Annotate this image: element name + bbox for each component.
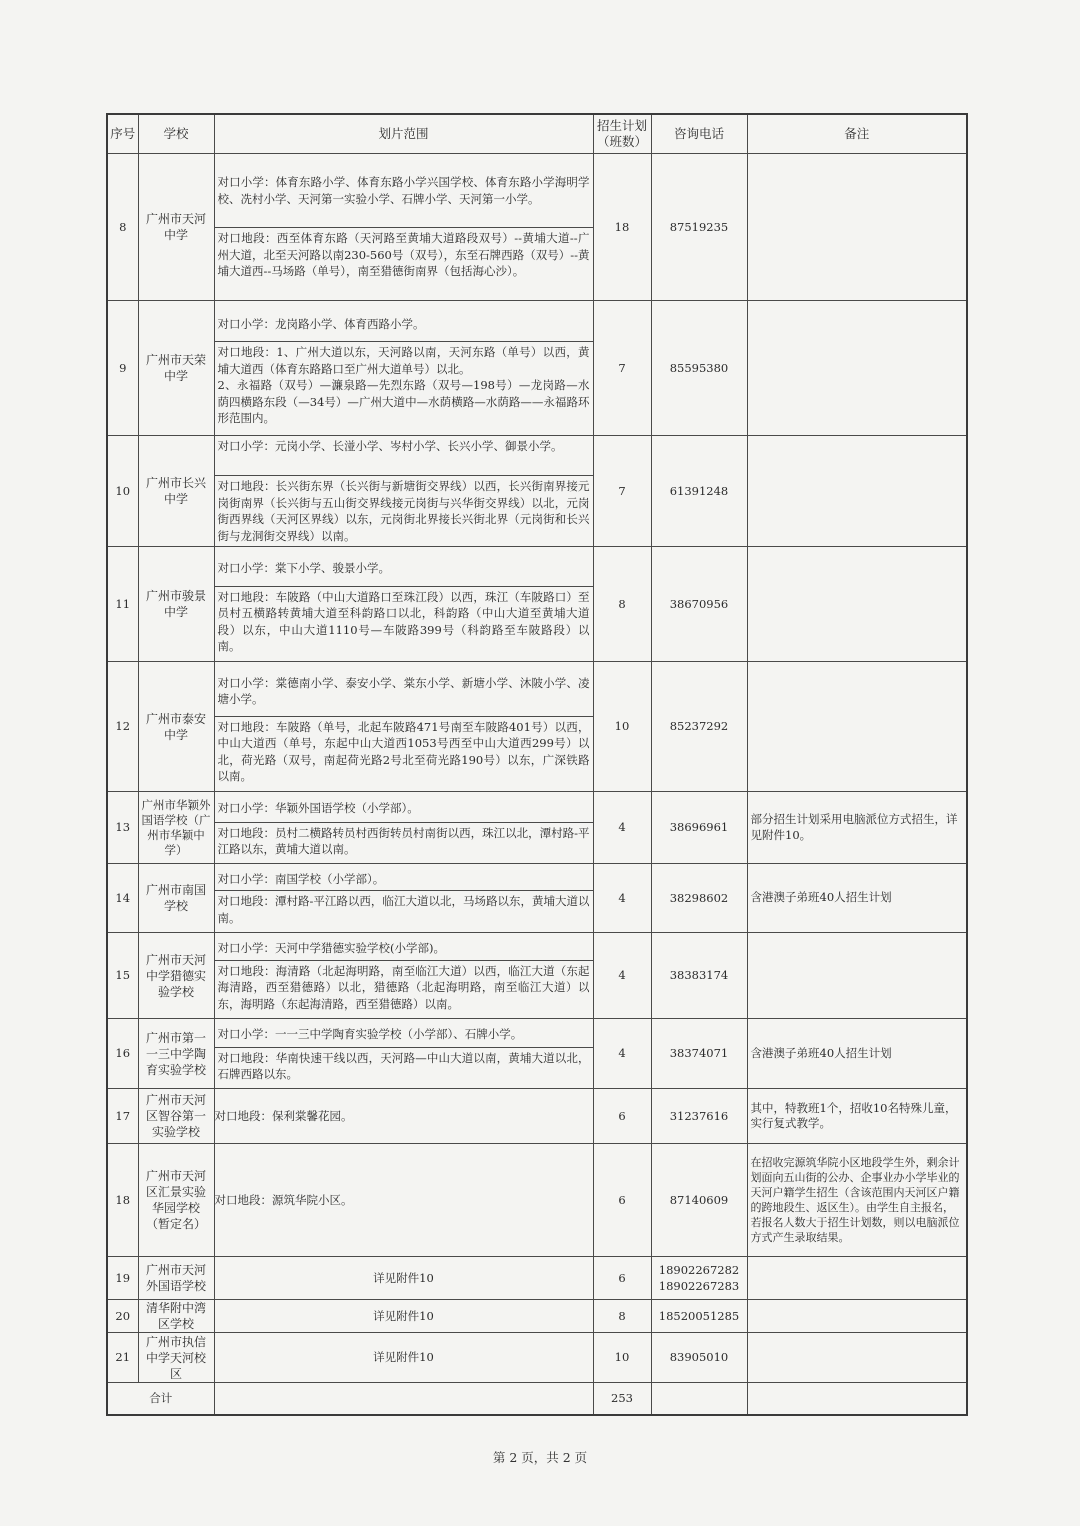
row-note: 含港澳子弟班40人招生计划 [747, 1019, 967, 1089]
row-phone: 38383174 [651, 933, 747, 1019]
total-note-empty [747, 1383, 967, 1415]
row-plan: 10 [593, 662, 651, 792]
scope-district: 对口地段：员村二横路转员村西街转员村南街以西，珠江以北，潭村路-平江路以东，黄埔大道以南。 [217, 825, 590, 856]
row-note: 部分招生计划采用电脑派位方式招生，详见附件10。 [747, 792, 967, 864]
row-plan: 6 [593, 1257, 651, 1300]
row-school: 广州市南国学校 [138, 864, 214, 933]
row-plan: 4 [593, 1019, 651, 1089]
row-school: 广州市天河外国语学校 [138, 1257, 214, 1300]
scope-district: 对口地段：华南快速干线以西，天河路—中山大道以南，黄埔大道以北，石牌西路以东。 [217, 1050, 590, 1081]
scope-primary: 对口小学：龙岗路小学、体育西路小学。 [215, 307, 593, 342]
row-plan: 6 [593, 1089, 651, 1144]
row-phone: 18520051285 [651, 1300, 747, 1333]
row-no: 8 [107, 154, 138, 301]
table-row [107, 1019, 967, 1089]
row-phone: 83905010 [651, 1333, 747, 1383]
page-footer: 第 2 页，共 2 页 [492, 1450, 588, 1465]
table-row [107, 436, 967, 547]
scope-primary: 对口小学：天河中学猎德实验学校(小学部)。 [215, 937, 593, 961]
scope-district: 对口地段：西至体育东路（天河路至黄埔大道路段双号）--黄埔大道--广州大道，北至天河路以南230-560号（双号），东至石牌西路（双号）--黄埔大道西--马场路（单号），南至猎德街南界（包括海心沙）。 [217, 231, 590, 279]
row-plan: 18 [593, 154, 651, 301]
phone-line-1: 18902267282 [658, 1262, 740, 1277]
row-plan: 7 [593, 301, 651, 436]
row-scope: 详见附件10 [214, 1257, 593, 1300]
row-scope: 对口地段：保利棠馨花园。 [214, 1089, 593, 1144]
total-label: 合计 [107, 1383, 214, 1415]
scope-district: 对口地段：车陂路（中山大道路口至珠江段）以西，珠江（车陂路口）至员村五横路转黄埔大道至科韵路口以北，科韵路（中山大道至黄埔大道段）以东，中山大道1110号—车陂路399号（科韵路至车陂路段）以南。 [217, 589, 590, 653]
enrollment-table [106, 113, 968, 1416]
row-plan: 10 [593, 1333, 651, 1383]
row-scope [214, 154, 593, 301]
row-note [747, 662, 967, 792]
header-phone: 咨询电话 [651, 114, 747, 154]
total-phone-empty [651, 1383, 747, 1415]
row-note [747, 1300, 967, 1333]
table-row [107, 1333, 967, 1383]
row-note [747, 301, 967, 436]
scope-primary: 对口小学：一一三中学陶育实验学校（小学部）、石牌小学。 [215, 1023, 593, 1048]
table-row [107, 1300, 967, 1333]
row-no: 13 [107, 792, 138, 864]
row-school: 广州市执信中学天河校区 [138, 1333, 214, 1383]
row-no: 19 [107, 1257, 138, 1300]
row-no: 20 [107, 1300, 138, 1333]
row-scope: 详见附件10 [214, 1333, 593, 1383]
row-phone: 85595380 [651, 301, 747, 436]
scope-district: 对口地段：潭村路-平江路以西，临江大道以北，马场路以东，黄埔大道以南。 [217, 894, 590, 925]
scope-primary: 对口小学：元岗小学、长湴小学、岑村小学、长兴小学、御景小学。 [215, 436, 593, 476]
header-plan: 招生计划（班数） [593, 114, 651, 154]
table-row [107, 792, 967, 864]
table-row [107, 864, 967, 933]
row-plan: 4 [593, 792, 651, 864]
row-no: 12 [107, 662, 138, 792]
row-plan: 4 [593, 864, 651, 933]
row-no: 15 [107, 933, 138, 1019]
row-plan: 8 [593, 1300, 651, 1333]
row-plan: 6 [593, 1144, 651, 1257]
row-phone: 31237616 [651, 1089, 747, 1144]
table-row [107, 547, 967, 662]
table-row [107, 1089, 967, 1144]
row-no: 17 [107, 1089, 138, 1144]
row-no: 11 [107, 547, 138, 662]
scope-district: 对口地段：海清路（北起海明路，南至临江大道）以西，临江大道（东起海清路，西至猎德路）以北，猎德路（北起海明路，南至临江大道）以东，海明路（东起海清路，西至猎德路）以南。 [217, 963, 590, 1011]
row-phone: 87140609 [651, 1144, 747, 1257]
row-school: 清华附中湾区学校 [138, 1300, 214, 1333]
row-note: 在招收完源筑华院小区地段学生外，剩余计划面向五山街的公办、企事业办小学毕业的天河户籍学生招生（含该范围内天河区户籍的跨地段生、返区生）。由学生自主报名，若报名人数大于招生计划数，则以电脑派位方式产生录取结果。 [747, 1144, 967, 1257]
row-school: 广州市骏景中学 [138, 547, 214, 662]
row-no: 21 [107, 1333, 138, 1383]
row-scope [214, 301, 593, 436]
table-row [107, 154, 967, 301]
row-phone: 38670956 [651, 547, 747, 662]
row-no: 18 [107, 1144, 138, 1257]
phone-line-2: 18902267283 [658, 1279, 740, 1293]
row-phone [651, 1257, 747, 1300]
row-school: 广州市长兴中学 [138, 436, 214, 547]
scope-district: 对口地段：车陂路（单号，北起车陂路471号南至车陂路401号）以西，中山大道西（单号，东起中山大道西1053号西至中山大道西299号）以北，荷光路（双号，南起荷光路2号北至荷光路190号）以东，广深铁路以南。 [217, 719, 590, 783]
scope-district: 对口地段：长兴街东界（长兴街与新塘街交界线）以西，长兴街南界接元岗街南界（长兴街与五山街交界线接元岗街与兴华街交界线）以北，元岗街西界线（天河区界线）以东，元岗街北界接长兴街北界（元岗街和长兴街与龙洞街交界线）以南。 [217, 479, 590, 543]
row-phone: 38298602 [651, 864, 747, 933]
row-school: 广州市天河中学 [138, 154, 214, 301]
row-no: 14 [107, 864, 138, 933]
row-school: 广州市泰安中学 [138, 662, 214, 792]
row-no: 16 [107, 1019, 138, 1089]
row-phone: 38696961 [651, 792, 747, 864]
row-school: 广州市第一一三中学陶育实验学校 [138, 1019, 214, 1089]
row-no: 10 [107, 436, 138, 547]
scope-primary: 对口小学：棠德南小学、泰安小学、棠东小学、新塘小学、沐陂小学、凌塘小学。 [215, 667, 593, 717]
row-scope [214, 662, 593, 792]
row-scope [214, 547, 593, 662]
row-note [747, 1257, 967, 1300]
row-school: 广州市天河中学猎德实验学校 [138, 933, 214, 1019]
scope-primary: 对口小学：体育东路小学、体育东路小学兴国学校、体育东路小学海明学校、冼村小学、天河第一实验小学、石牌小学、天河第一小学。 [215, 172, 593, 228]
row-scope [214, 864, 593, 933]
row-phone: 87519235 [651, 154, 747, 301]
scope-primary: 对口小学：南国学校（小学部）。 [215, 868, 593, 891]
scope-district: 对口地段：1、广州大道以东，天河路以南，天河东路（单号）以西，黄埔大道西（体育东路路口至广州大道单号）以北。 2、永福路（双号）—濂泉路—先烈东路（双号—198号）—龙岗路—水荫四横路东段（—34号）—广州大道中—水荫横路—水荫路——永福路环形范围内。 [217, 345, 590, 426]
header-note: 备注 [747, 114, 967, 154]
table-row [107, 301, 967, 436]
row-note: 其中，特教班1个，招收10名特殊儿童，实行复式教学。 [747, 1089, 967, 1144]
table-header-row [107, 114, 967, 154]
total-row [107, 1383, 967, 1415]
table-row [107, 933, 967, 1019]
row-scope [214, 436, 593, 547]
row-scope [214, 792, 593, 864]
scope-primary: 对口小学：棠下小学、骏景小学。 [215, 552, 593, 587]
table-row [107, 1144, 967, 1257]
row-plan: 4 [593, 933, 651, 1019]
row-note: 含港澳子弟班40人招生计划 [747, 864, 967, 933]
row-scope [214, 933, 593, 1019]
row-phone: 38374071 [651, 1019, 747, 1089]
row-note [747, 933, 967, 1019]
row-scope [214, 1019, 593, 1089]
scope-primary: 对口小学：华颖外国语学校（小学部）。 [215, 796, 593, 823]
total-plan: 253 [593, 1383, 651, 1415]
row-plan: 8 [593, 547, 651, 662]
row-note [747, 1333, 967, 1383]
row-scope: 详见附件10 [214, 1300, 593, 1333]
header-scope: 划片范围 [214, 114, 593, 154]
table-row [107, 1257, 967, 1300]
header-school: 学校 [138, 114, 214, 154]
row-school: 广州市天河区智谷第一实验学校 [138, 1089, 214, 1144]
row-no: 9 [107, 301, 138, 436]
total-scope-empty [214, 1383, 593, 1415]
header-no: 序号 [107, 114, 138, 154]
row-school: 广州市天河区汇景实验华园学校（暂定名） [138, 1144, 214, 1257]
row-note [747, 547, 967, 662]
row-phone: 85237292 [651, 662, 747, 792]
row-school: 广州市天荣中学 [138, 301, 214, 436]
row-note [747, 436, 967, 547]
row-note [747, 154, 967, 301]
row-phone: 61391248 [651, 436, 747, 547]
row-scope: 对口地段：源筑华院小区。 [214, 1144, 593, 1257]
row-plan: 7 [593, 436, 651, 547]
table-row [107, 662, 967, 792]
row-school: 广州市华颖外国语学校（广州市华颖中学） [138, 792, 214, 864]
